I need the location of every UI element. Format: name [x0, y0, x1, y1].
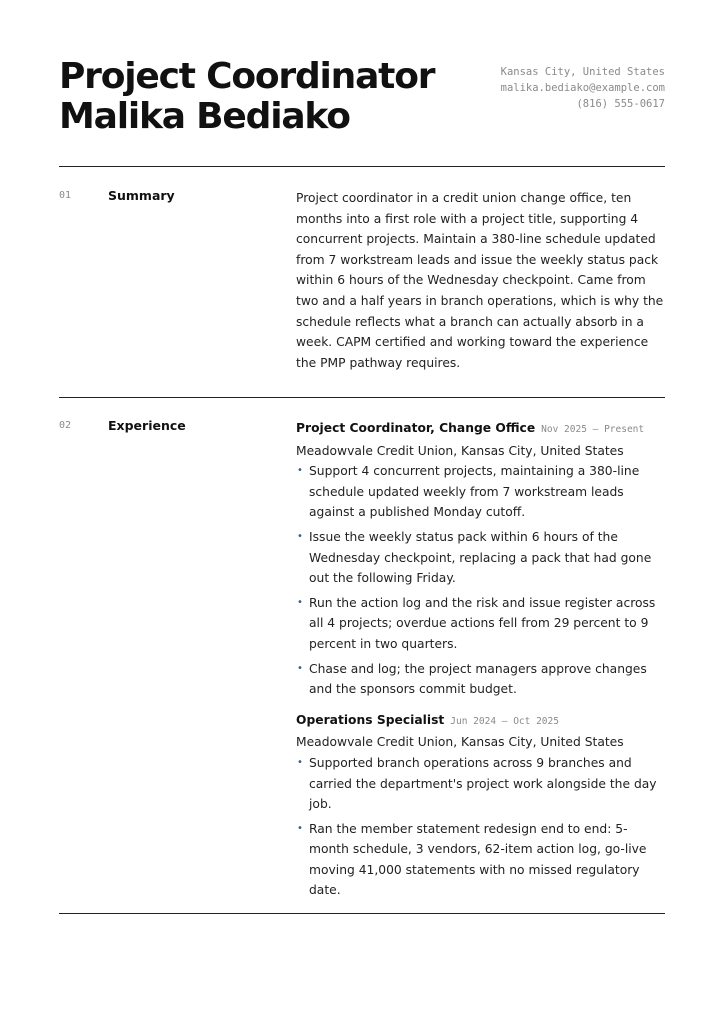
job-bullets — [296, 753, 665, 901]
resume-header — [59, 57, 665, 147]
contact-location: Kansas City, United States — [500, 66, 665, 78]
summary-text: Project coordinator in a credit union change office, ten months into a first role with a project title, supporting 4 concurrent projects. Maintain a 380-line schedule updated from 7 workstream leads and issue the weekly status pack within 6 hours of the Wednesday checkpoint. Came from two and a half years in branch operations, which is why the schedule reflects what a branch can actually absorb in a week. CAPM certified and working toward the experience the PMP pathway requires. — [296, 191, 664, 370]
contact-block — [501, 64, 665, 112]
job-dates: Jun 2024 — Oct 2025 — [450, 715, 559, 727]
contact-email[interactable]: malika.bediako@example.com — [500, 82, 665, 94]
page-title — [59, 57, 434, 137]
section-title: Summary — [108, 188, 175, 203]
summary-body — [296, 188, 665, 373]
list-item: • Issue the weekly status pack within 6 hours of the Wednesday checkpoint, replacing a pack that had gone out the following Friday. — [296, 527, 665, 589]
job-heading — [296, 710, 665, 733]
job-title-heading: Project Coordinator — [59, 56, 435, 97]
divider — [59, 397, 665, 398]
resume-page — [59, 0, 665, 1024]
job-organization: Meadowvale Credit Union, Kansas City, United States — [296, 443, 624, 458]
job-entry — [296, 710, 665, 901]
section-number: 01 — [59, 190, 72, 201]
list-item: • Support 4 concurrent projects, maintaining a 380-line schedule updated weekly from 7 workstream leads against a published Monday cutoff. — [296, 461, 665, 523]
list-item: • Ran the member statement redesign end to end: 5-month schedule, 3 vendors, 62-item action log, go-live moving 41,000 statements with no missed regulatory date. — [296, 819, 665, 901]
list-item: • Supported branch operations across 9 branches and carried the department's project work alongside the day job. — [296, 753, 665, 815]
job-heading — [296, 418, 665, 441]
contact-phone: (816) 555-0617 — [576, 98, 665, 110]
candidate-name: Malika Bediako — [59, 96, 350, 137]
job-dates: Nov 2025 — Present — [541, 424, 645, 435]
list-item: • Chase and log; the project managers approve changes and the sponsors commit budget. — [296, 659, 665, 700]
job-title: Operations Specialist — [296, 712, 445, 727]
divider — [59, 913, 665, 914]
job-bullets — [296, 461, 665, 700]
job-title: Project Coordinator, Change Office — [296, 421, 536, 435]
job-organization: Meadowvale Credit Union, Kansas City, United States — [296, 735, 624, 750]
divider — [59, 166, 665, 167]
job-entry — [296, 418, 665, 700]
section-title: Experience — [108, 418, 186, 433]
list-item: • Run the action log and the risk and issue register across all 4 projects; overdue actions fell from 29 percent to 9 percent in two quarters. — [296, 593, 665, 655]
section-number: 02 — [59, 420, 72, 431]
experience-body — [296, 418, 665, 905]
